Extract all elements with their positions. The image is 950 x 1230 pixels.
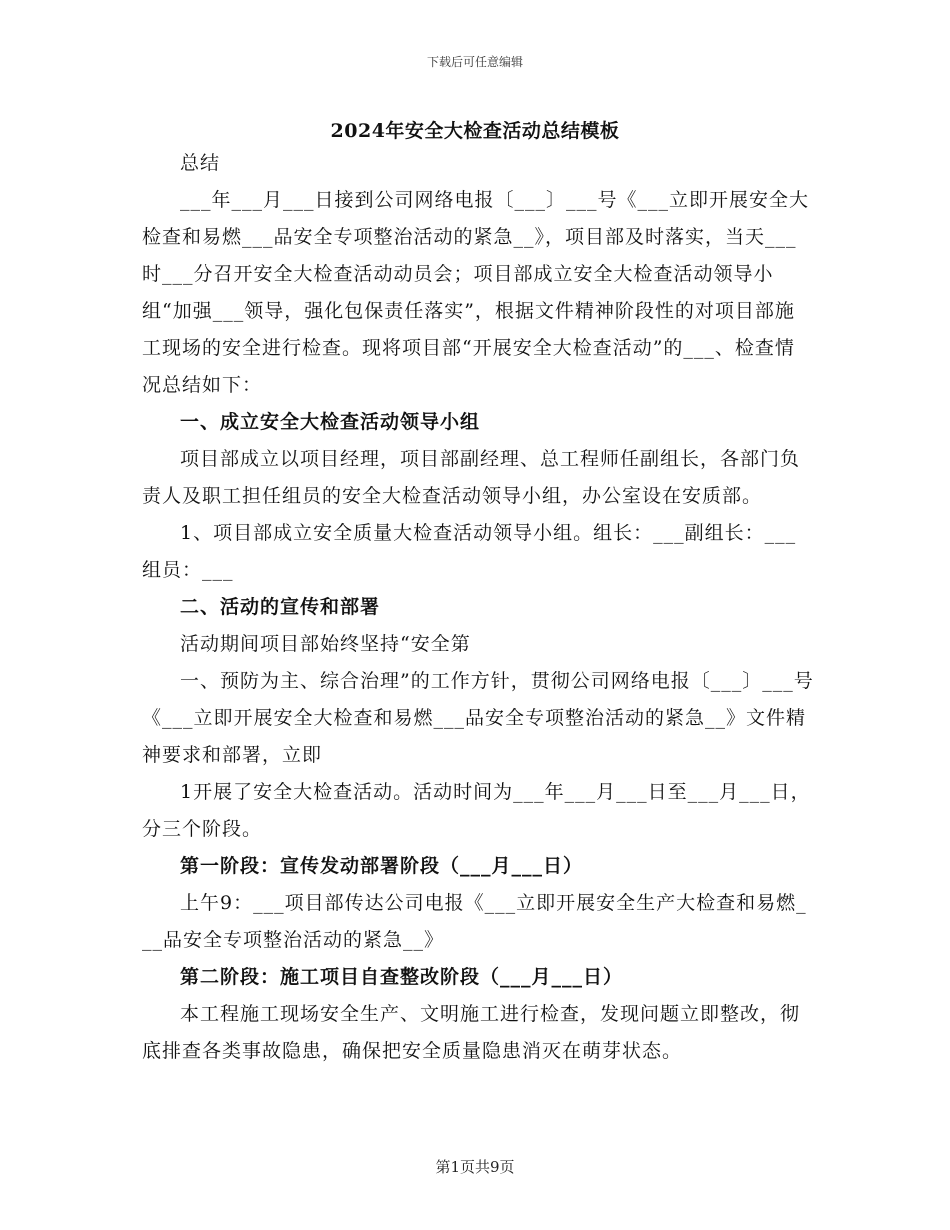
paragraph-1: ___年___月___日接到公司网络电报〔___〕___号《___立即开展安全大检查和易燃___品安全专项整治活动的紧急__》，项目部及时落实，当天___时___分召开安全大检查活动动员会；项目部成立安全大检查活动领导小组“加强___领导，强化包保责任落实”，根据文件精神阶段性的对项目部施工现场的安全进行检查。现将项目部“开展安全大检查活动”的___、检查情况总结如下： xyxy=(142,189,810,396)
phase-heading-2: 第二阶段：施工项目自查整改阶段（___月___日） xyxy=(180,966,624,988)
paragraph-8: 1开展了安全大检查活动。活动时间为___年___月___日至___月___日，分三个阶段。 xyxy=(142,781,811,840)
page-header-note: 下载后可任意编辑 xyxy=(426,55,523,69)
paragraph-7: 一、预防为主、综合治理”的工作方针，贯彻公司网络电报〔___〕___号《___立即开展安全大检查和易燃___品安全专项整治活动的紧急__》文件精神要求和部署，立即 xyxy=(142,670,814,766)
page-footer-page-info: 第1页共9页 xyxy=(435,1158,515,1176)
paragraph-12: 本工程施工现场安全生产、文明施工进行检查，发现问题立即整改，彻底排查各类事故隐患，确保把安全质量隐患消灭在萌芽状态。 xyxy=(142,1003,801,1062)
document-title: 2024年安全大检查活动总结模板 xyxy=(330,120,620,142)
paragraph-6: 活动期间项目部始终坚持“安全第 xyxy=(180,633,471,655)
paragraph-0: 总结 xyxy=(180,152,221,174)
section-heading-2: 二、活动的宣传和部署 xyxy=(180,596,381,618)
phase-heading-1: 第一阶段：宣传发动部署阶段（___月___日） xyxy=(180,855,584,877)
document-body xyxy=(142,145,814,1070)
paragraph-3: 项目部成立以项目经理，项目部副经理、总工程师任副组长，各部门负责人及职工担任组员的安全大检查活动领导小组，办公室设在安质部。 xyxy=(142,448,801,507)
paragraph-4: 1、项目部成立安全质量大检查活动领导小组。组长：___副组长：___组员：___ xyxy=(142,522,797,581)
section-heading-1: 一、成立安全大检查活动领导小组 xyxy=(180,411,481,433)
paragraph-10: 上午9：___项目部传达公司电报《___立即开展安全生产大检查和易燃___品安全专项整治活动的紧急__》 xyxy=(142,892,807,951)
